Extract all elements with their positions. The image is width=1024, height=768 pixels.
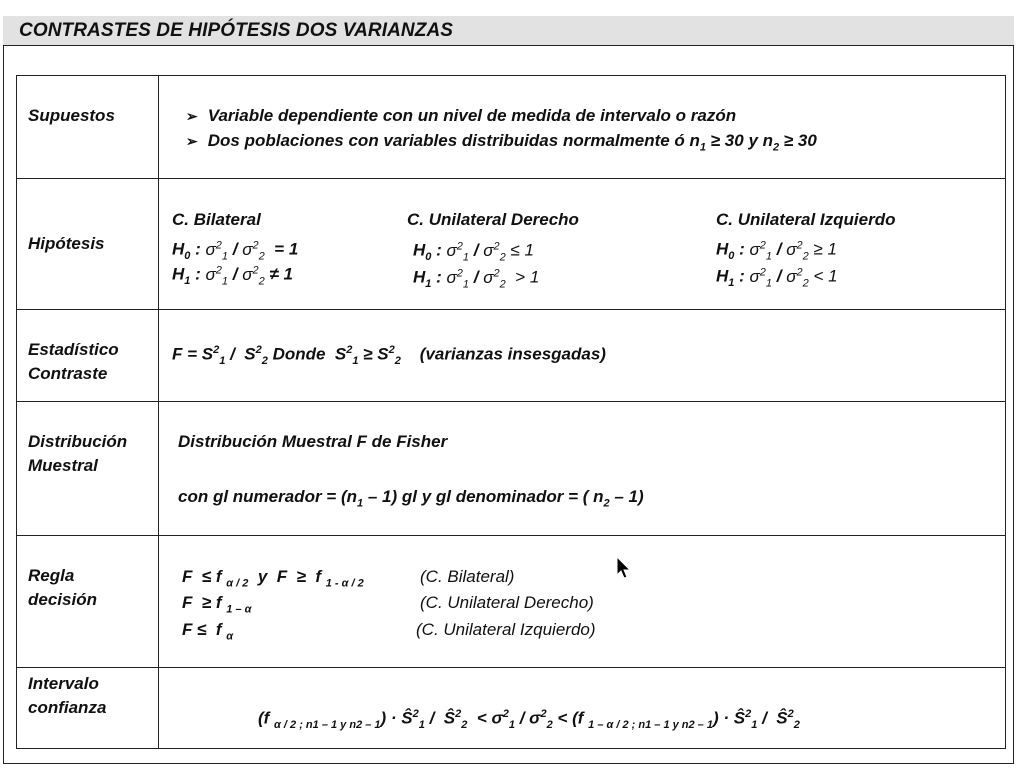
bilateral-h0: $H_0$ : $\sigma^2_1 / \sigma^2_2 = 1$ — [172, 239, 299, 263]
derecho-title: C. Unilateral Derecho — [407, 210, 579, 229]
izquierdo-title: C. Unilateral Izquierdo — [716, 210, 896, 229]
row-label-hipotesis: Hipótesis — [28, 234, 105, 253]
rule-derecho: F ≥ f $_{1 - \alpha}$ — [182, 593, 252, 616]
rule-case-derecho: (C. Unilateral Derecho) — [420, 593, 594, 612]
hypothesis-table — [16, 75, 1006, 749]
derecho-h0: $H_0$ : $\sigma^2_1 / \sigma^2_2 \le 1$ — [413, 240, 534, 264]
row-label-intervalo: Intervalo confianza — [28, 674, 107, 717]
row-divider — [16, 309, 1006, 310]
row-label-distribucion: Distribución Muestral — [28, 432, 128, 475]
arrow-bullet-icon: ➢ — [186, 108, 198, 124]
derecho-h1: $H_1$ : $\sigma^2_1 / \sigma^2_2 > 1$ — [413, 267, 540, 291]
row-label-supuestos: Supuestos — [28, 106, 115, 125]
supuesto-item-1: ➢ Variable dependiente con un nivel de medida de intervalo o razón — [186, 106, 737, 125]
row-label-estadistico: Estadístico Contraste — [28, 340, 119, 383]
supuesto-item-2: ➢ Dos poblaciones con variables distribuidas normalmente ó $n_1 \ge 30$ y $n_2 \ge 30$ — [186, 131, 817, 154]
rule-izquierdo: F ≤ f $_\alpha$ — [182, 620, 234, 643]
mouse-cursor-icon — [616, 556, 632, 580]
page-title: CONTRASTES DE HIPÓTESIS DOS VARIANZAS — [19, 20, 454, 41]
table-column-divider — [158, 75, 159, 749]
degrees-of-freedom: con gl numerador = $(n_1 - 1)$ gl y gl denominador = ( $n_2 - 1$) — [178, 487, 644, 510]
izquierdo-h0: $H_0$ : $\sigma^2_1 / \sigma^2_2 \ge 1$ — [716, 239, 837, 263]
bilateral-title: C. Bilateral — [172, 210, 261, 229]
row-label-regla: Regla decisión — [28, 566, 97, 609]
row-divider — [16, 535, 1006, 536]
confidence-interval-formula: (f $_{\alpha / 2 ; n1 - 1 y n2 - 1}) \cdot Ŝ^2_1$ / $Ŝ^2_2 < \sigma^2_1 / \sigma^2_2 < (f$ $_{1 - \alpha / 2 ; n1 - 1 y n2 - 1}) \cdot Ŝ^2_1$ / $Ŝ^2_2$ — [258, 708, 800, 732]
page-header — [3, 16, 1014, 46]
izquierdo-h1: $H_1$ : $\sigma^2_1 / \sigma^2_2 < 1$ — [716, 266, 838, 290]
bilateral-h1: $H_1$ : $\sigma^2_1 / \sigma^2_2 \ne 1$ — [172, 264, 293, 288]
row-divider — [16, 178, 1006, 179]
rule-case-izquierdo: (C. Unilateral Izquierdo) — [416, 620, 596, 639]
row-divider — [16, 667, 1006, 668]
rule-case-bilateral: (C. Bilateral) — [420, 567, 515, 586]
distribution-name: Distribución Muestral F de Fisher — [178, 432, 448, 451]
row-divider — [16, 401, 1006, 402]
rule-bilateral: F ≤ f $_{\alpha / 2}$ y F ≥ f $_{1 - \alpha / 2}$ — [182, 567, 364, 590]
test-statistic-formula: $F = S^2_1 / S^2_2$ Donde $S^2_1 \ge S^2_2$ (varianzas insesgadas) — [172, 344, 606, 368]
arrow-bullet-icon: ➢ — [186, 133, 198, 149]
